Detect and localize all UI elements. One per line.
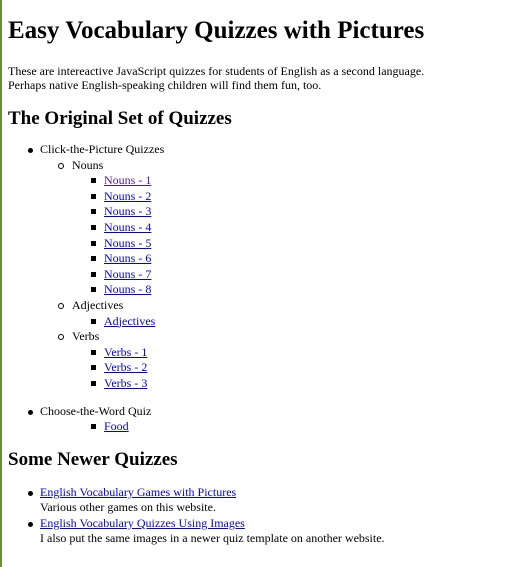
adjectives-item	[40, 298, 515, 329]
page-left-edge	[0, 0, 2, 567]
adjectives-links-list	[72, 314, 515, 330]
adjectives-label: Adjectives	[72, 297, 124, 312]
verbs-3-link[interactable]: Verbs - 3	[104, 375, 148, 390]
verbs-item	[40, 329, 515, 391]
food-link[interactable]: Food	[104, 419, 129, 434]
verbs-label: Verbs	[72, 329, 100, 344]
list-item	[72, 251, 515, 267]
list-item	[72, 236, 515, 252]
verbs-1-link[interactable]: Verbs - 1	[104, 344, 148, 359]
newer-quizzes-heading: Some Newer Quizzes	[8, 448, 178, 470]
list-item	[72, 204, 515, 220]
nouns-7-link[interactable]: Nouns - 7	[104, 266, 152, 281]
verbs-2-link[interactable]: Verbs - 2	[104, 360, 148, 375]
nouns-4-link[interactable]: Nouns - 4	[104, 219, 152, 234]
newer-quizzes-list	[8, 485, 515, 547]
choose-quiz-item	[8, 404, 515, 435]
intro-line-2: Perhaps native English-speaking children will find them fun, too.	[8, 78, 322, 92]
choose-links-list	[72, 419, 515, 435]
intro-paragraph	[8, 64, 515, 92]
list-item	[72, 345, 515, 361]
nouns-2-link[interactable]: Nouns - 2	[104, 188, 152, 203]
list-item	[72, 189, 515, 205]
nouns-item	[40, 158, 515, 298]
list-item	[72, 360, 515, 376]
adjectives-link[interactable]: Adjectives	[104, 313, 156, 328]
nouns-8-link[interactable]: Nouns - 8	[104, 282, 152, 297]
list-item	[72, 267, 515, 283]
nouns-5-link[interactable]: Nouns - 5	[104, 235, 152, 250]
click-quizzes-item	[8, 142, 515, 392]
click-quizzes-sublist	[40, 158, 515, 392]
list-item	[72, 314, 515, 330]
nouns-links-list	[72, 173, 515, 298]
intro-line-1: These are intereactive JavaScript quizzes for students of English as a second language.	[8, 64, 425, 78]
list-item	[72, 220, 515, 236]
nouns-6-link[interactable]: Nouns - 6	[104, 251, 152, 266]
vocab-quizzes-images-desc: I also put the same images in a newer quiz template on another website.	[40, 531, 385, 546]
list-item	[72, 282, 515, 298]
vocab-games-link[interactable]: English Vocabulary Games with Pictures	[40, 484, 237, 499]
vocab-quizzes-images-link[interactable]: English Vocabulary Quizzes Using Images	[40, 515, 245, 530]
choose-quiz-label: Choose-the-Word Quiz	[40, 403, 152, 418]
list-item	[72, 376, 515, 392]
click-quizzes-label: Click-the-Picture Quizzes	[40, 142, 165, 156]
page-content	[8, 0, 515, 547]
list-item	[8, 516, 515, 547]
verbs-links-list	[72, 345, 515, 392]
nouns-1-link[interactable]: Nouns - 1	[104, 173, 152, 188]
list-item	[72, 173, 515, 189]
original-quizzes-list	[8, 142, 515, 435]
list-item	[8, 485, 515, 516]
list-item	[72, 419, 515, 435]
nouns-3-link[interactable]: Nouns - 3	[104, 204, 152, 219]
page-title: Easy Vocabulary Quizzes with Pictures	[8, 17, 425, 44]
original-quizzes-heading: The Original Set of Quizzes	[8, 108, 232, 129]
vocab-games-desc: Various other games on this website.	[40, 500, 216, 515]
nouns-label: Nouns	[72, 157, 104, 172]
